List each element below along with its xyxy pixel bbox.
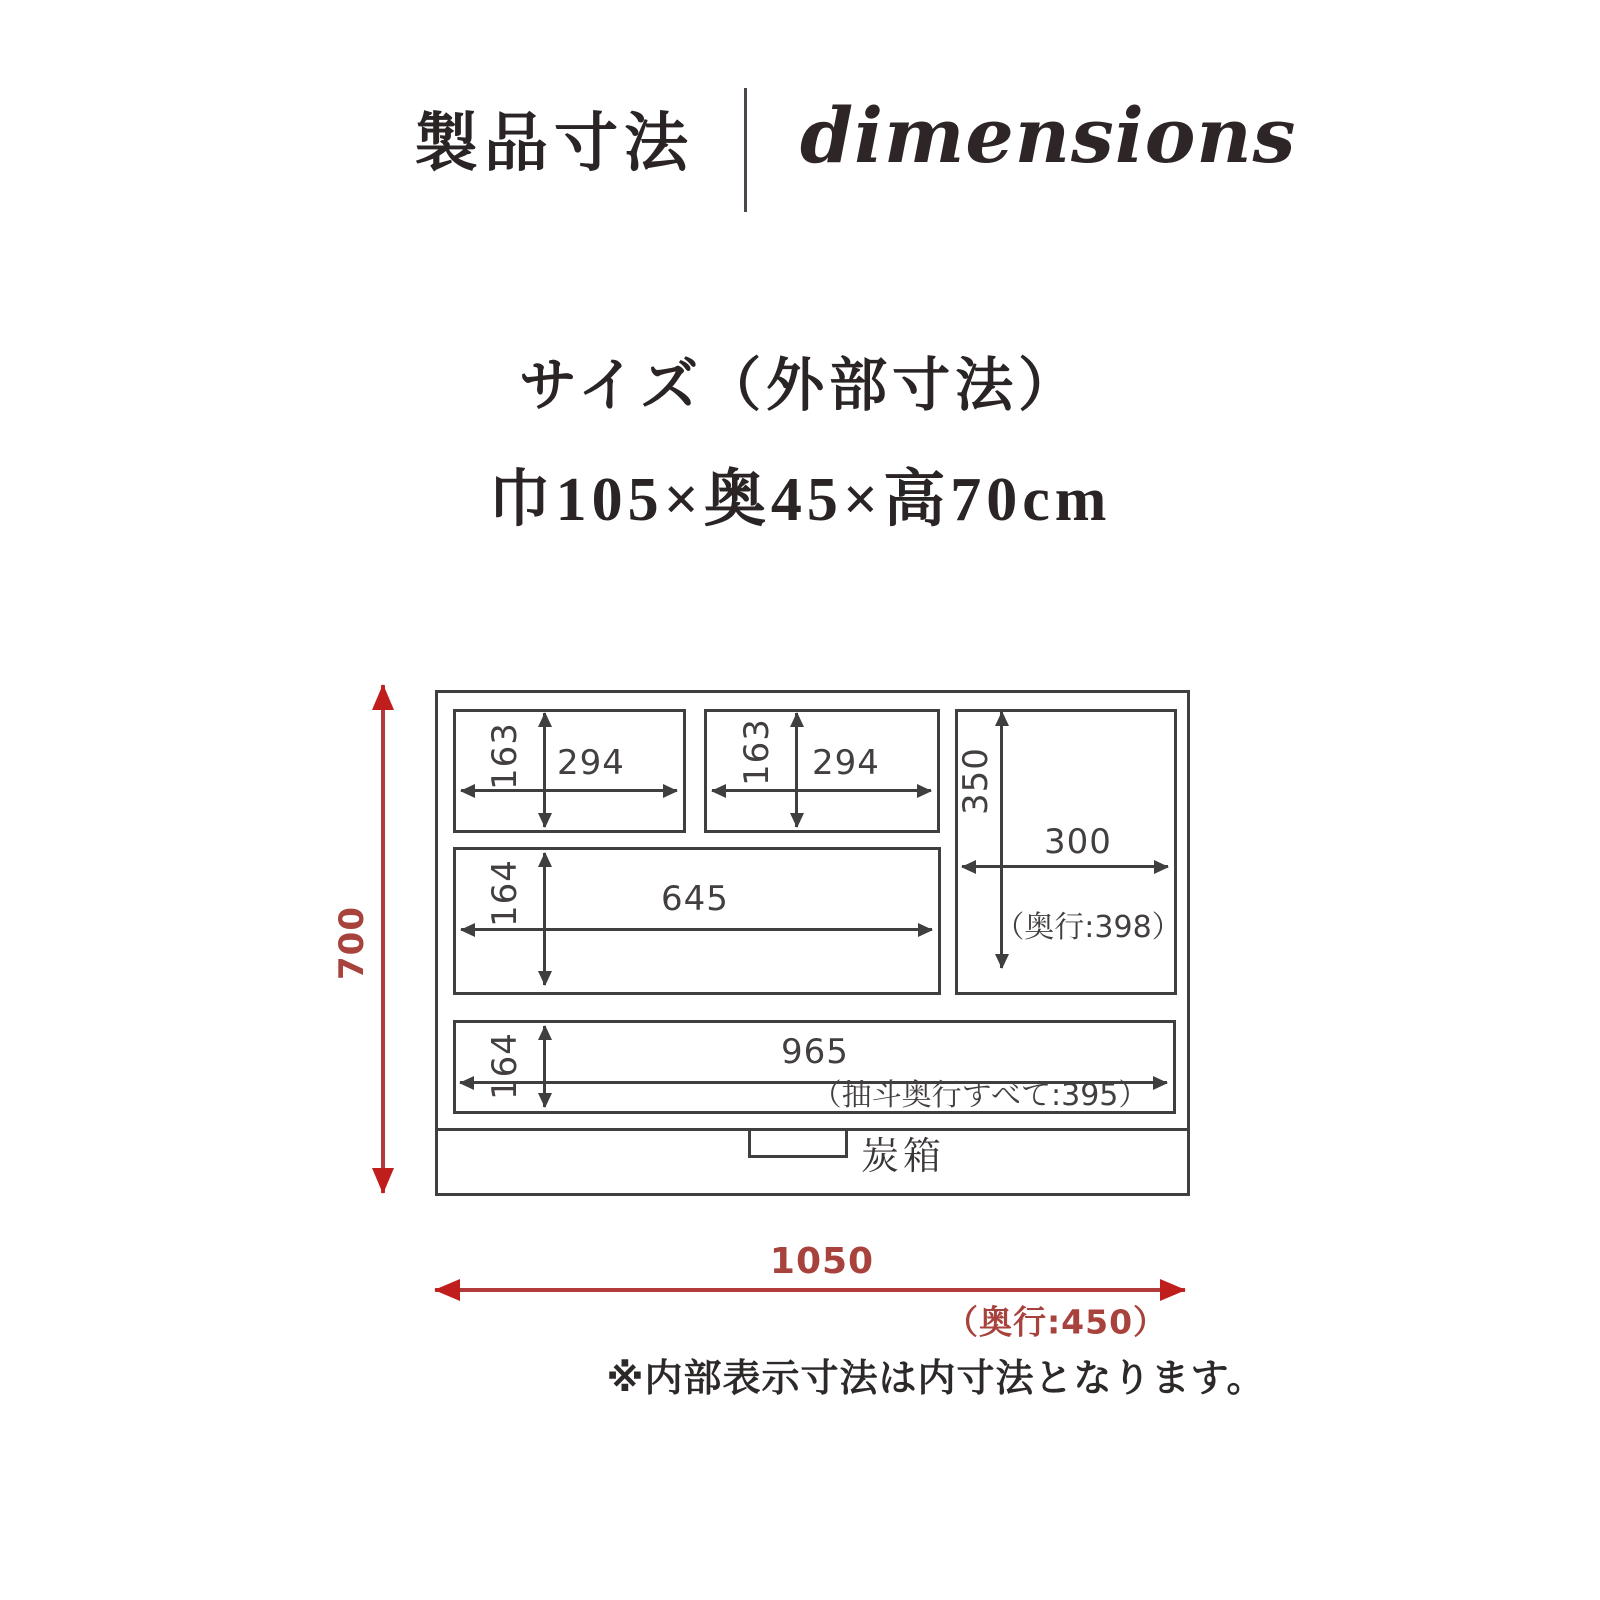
note-text: ※内部表示寸法は内寸法となります。 [606, 1356, 1266, 1400]
drawer-right-width-label: 300 [1044, 822, 1112, 862]
drawer-bottom-width-label: 965 [781, 1032, 849, 1072]
drawer-bottom-height-arrow [543, 1026, 546, 1107]
drawer-middle-width-label: 645 [661, 879, 729, 919]
header-divider [744, 88, 747, 212]
drawer-right-width-arrow [962, 865, 1168, 868]
drawer-top-middle-width-label: 294 [812, 743, 880, 783]
drawer-bottom-depth-label: （抽斗奥行すべて:395） [811, 1078, 1149, 1113]
drawer-middle-width-arrow [461, 928, 932, 931]
drawer-middle-height-label: 164 [485, 859, 525, 927]
drawer-top-left-height-label: 163 [485, 722, 525, 790]
drawer-top-middle-width-arrow [712, 789, 931, 792]
overall-width-label: 1050 [769, 1241, 875, 1282]
drawer-right-depth-label: （奥行:398） [994, 910, 1182, 945]
drawer-top-left-height-arrow [543, 713, 546, 827]
charcoal-box-label: 炭箱 [860, 1134, 946, 1178]
overall-width-arrow [435, 1288, 1185, 1292]
subtitle-external-size: サイズ（外部寸法） [518, 353, 1082, 418]
page-title-en: dimensions [800, 91, 1297, 180]
overall-depth-label: （奥行:450） [944, 1302, 1168, 1342]
drawer-bottom-height-label: 164 [485, 1032, 525, 1100]
drawer-top-middle-height-arrow [795, 713, 798, 827]
page-title-jp: 製品寸法 [414, 108, 694, 179]
drawer-top-middle-height-label: 163 [737, 718, 777, 786]
drawer-right-height-label: 350 [956, 747, 996, 815]
drawer-top-left-width-label: 294 [557, 743, 625, 783]
drawer-middle-height-arrow [543, 853, 546, 985]
overall-height-label: 700 [332, 906, 372, 980]
overall-height-arrow [381, 685, 385, 1193]
size-text: 巾105×奥45×高70cm [488, 466, 1112, 534]
charcoal-box-notch [748, 1131, 848, 1158]
drawer-middle-box [453, 847, 941, 995]
